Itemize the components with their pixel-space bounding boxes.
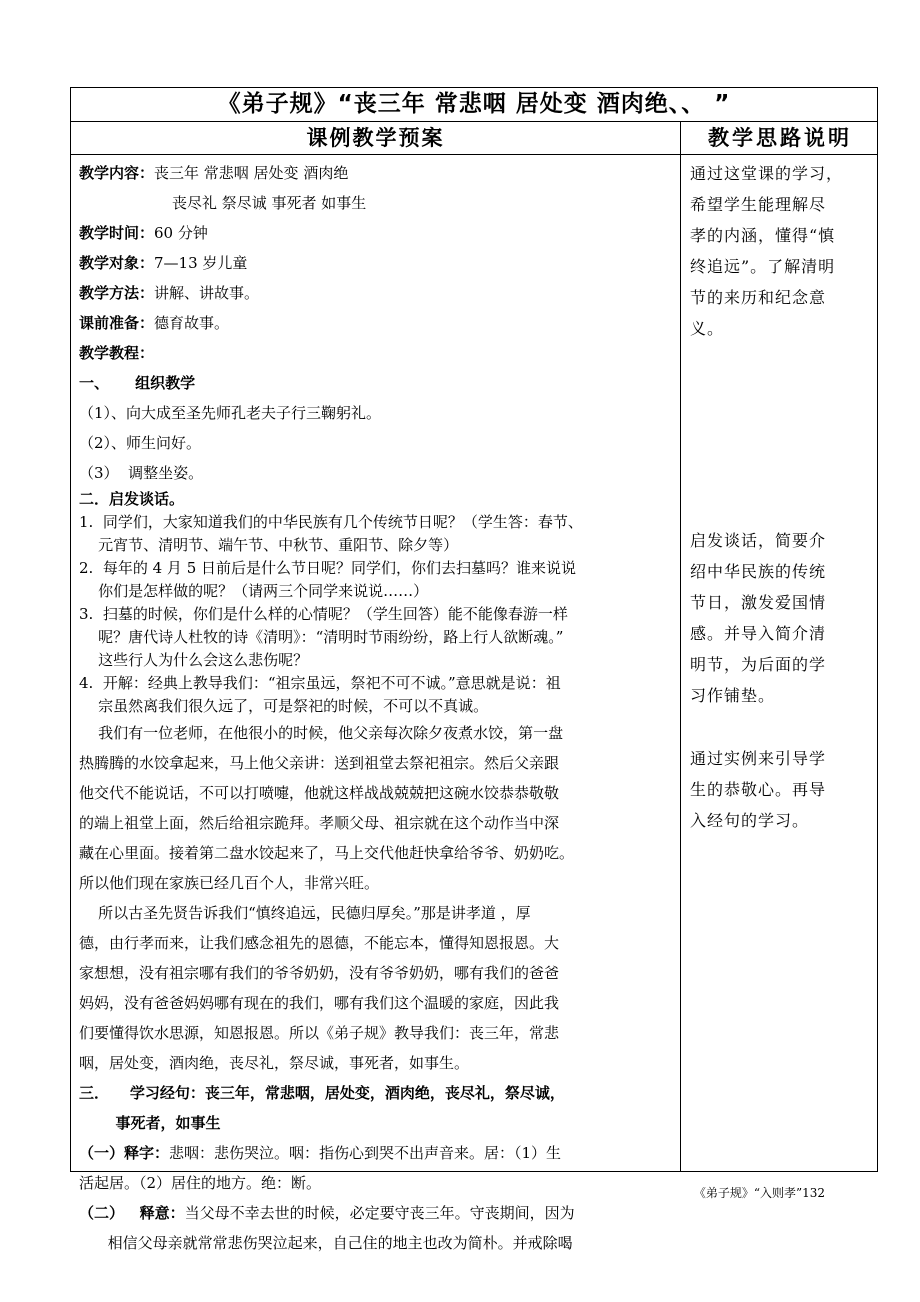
paragraph-line: 热腾腾的水饺拿起来，马上他父亲讲：送到祖堂去祭祀祖宗。然后父亲跟 bbox=[79, 754, 560, 772]
note-line: 绍中华民族的传统 bbox=[690, 562, 827, 581]
paragraph-line: 们要懂得饮水思源，知恩报恩。所以《弟子规》教导我们：丧三年，常悲 bbox=[79, 1024, 560, 1042]
field-value: 讲解、讲故事。 bbox=[154, 284, 260, 302]
section-heading: 一、 组织教学 bbox=[79, 374, 196, 392]
paragraph-line: 相信父母亲就常常悲伤哭泣起来，自己住的地主也改为简朴。并戒除喝 bbox=[79, 1234, 573, 1252]
column-header-notes: 教学思路说明 bbox=[708, 126, 852, 150]
list-item: （2）、师生问好。 bbox=[79, 434, 202, 452]
paragraph-line: 所以古圣先贤告诉我们“慎终追远，民德归厚矣。”那是讲孝道 ，厚 bbox=[79, 904, 531, 922]
note-line: 节日，激发爱国情 bbox=[690, 593, 827, 612]
notes-block-3 bbox=[690, 743, 872, 836]
column-divider bbox=[680, 121, 681, 1171]
note-line: 终追远”。了解清明 bbox=[690, 257, 836, 276]
field-value: 丧三年 常悲咽 居处变 酒肉绝 bbox=[154, 164, 349, 182]
paragraph-line: 所以他们现在家族已经几百个人，非常兴旺。 bbox=[79, 874, 380, 892]
note-line: 通过这堂课的学习， bbox=[690, 164, 844, 183]
note-line: 感。并导入简介清 bbox=[690, 624, 827, 643]
paragraph-line: 咽，居处变，酒肉绝，丧尽礼，祭尽诚，事死者，如事生。 bbox=[79, 1054, 470, 1072]
paragraph-line: 悲咽：悲伤哭泣。咽：指伤心到哭不出声音来。居：（1）生 bbox=[169, 1144, 562, 1162]
paragraph-line: 德，由行孝而来，让我们感念祖先的恩德，不能忘本，懂得知恩报恩。大 bbox=[79, 934, 560, 952]
paragraph-line: 元宵节、清明节、端午节、中秋节、重阳节、除夕等） bbox=[79, 536, 459, 554]
paragraph-line: 当父母不幸去世的时候，必定要守丧三年。守丧期间，因为 bbox=[184, 1204, 575, 1222]
paragraph-line: 这些行人为什么会这么悲伤呢？ bbox=[79, 651, 309, 669]
paragraph-line: 妈妈，没有爸爸妈妈哪有现在的我们，哪有我们这个温暖的家庭，因此我 bbox=[79, 994, 560, 1012]
note-line: 生的恭敬心。再导 bbox=[690, 780, 827, 799]
paragraph-line: 1. 同学们，大家知道我们的中华民族有几个传统节日呢？（学生答：春节、 bbox=[79, 513, 583, 531]
paragraph-line: 你们是怎样做的呢？（请两三个同学来说说……） bbox=[79, 582, 429, 600]
paragraph-line: 他交代不能说话，不可以打喷嚏，他就这样战战兢兢把这碗水饺恭恭敬敬 bbox=[79, 784, 560, 802]
paragraph-line: 家想想，没有祖宗哪有我们的爷爷奶奶，没有爷爷奶奶，哪有我们的爸爸 bbox=[79, 964, 560, 982]
note-line: 明节，为后面的学 bbox=[690, 655, 827, 674]
note-line: 通过实例来引导学 bbox=[690, 749, 827, 768]
paragraph-line: 3. 扫墓的时候，你们是什么样的心情呢？（学生回答）能不能像春游一样 bbox=[79, 605, 568, 623]
field-label: 教学时间： bbox=[79, 224, 155, 242]
paragraph-line: 2. 每年的 4 月 5 日前后是什么节日呢？同学们，你们去扫墓吗？谁来说说 bbox=[79, 559, 577, 577]
note-line: 希望学生能理解尽 bbox=[690, 195, 827, 214]
paragraph-line: 宗虽然离我们很久远了，可是祭祀的时候，不可以不真诚。 bbox=[79, 697, 489, 715]
list-item: （3） 调整坐姿。 bbox=[79, 464, 204, 482]
note-line: 义。 bbox=[690, 319, 725, 338]
field-label: 教学方法： bbox=[79, 284, 155, 302]
notes-block-2 bbox=[690, 525, 872, 711]
field-value: 丧尽礼 祭尽诚 事死者 如事生 bbox=[172, 194, 367, 212]
divider bbox=[71, 154, 877, 155]
field-label: （一）释字： bbox=[79, 1144, 170, 1162]
note-line: 入经句的学习。 bbox=[690, 811, 810, 830]
field-label: 教学教程： bbox=[79, 344, 155, 362]
notes-block-1 bbox=[690, 158, 872, 344]
paragraph-line: 4. 开解：经典上教导我们：“祖宗虽远，祭祀不可不诚。”意思就是说：祖 bbox=[79, 674, 561, 692]
field-label: （二） 释意： bbox=[79, 1204, 185, 1222]
paragraph-line: 我们有一位老师，在他很小的时候，他父亲每次除夕夜煮水饺，第一盘 bbox=[79, 724, 564, 742]
paragraph-line: 活起居。（2）居住的地方。绝：断。 bbox=[79, 1174, 322, 1192]
section-heading: 三． 学习经句：丧三年，常悲咽，居处变，酒肉绝，丧尽礼，祭尽诚， bbox=[79, 1084, 565, 1102]
paragraph-line: 藏在心里面。接着第二盘水饺起来了，马上交代他赶快拿给爷爷、奶奶吃。 bbox=[79, 844, 575, 862]
note-line: 节的来历和纪念意 bbox=[690, 288, 827, 307]
page-title: 《弟子规》“丧三年 常悲咽 居处变 酒肉绝、、 ” bbox=[217, 91, 731, 117]
field-value: 德育故事。 bbox=[154, 314, 230, 332]
field-label: 教学内容： bbox=[79, 164, 155, 182]
field-value: 7—13 岁儿童 bbox=[154, 254, 248, 272]
lesson-plan-column bbox=[79, 158, 677, 1258]
field-value: 60 分钟 bbox=[154, 224, 208, 242]
note-line: 孝的内涵，懂得“慎 bbox=[690, 226, 836, 245]
list-item: （1）、向大成至圣先师孔老夫子行三鞠躬礼。 bbox=[79, 404, 382, 422]
paragraph-line: 呢？唐代诗人杜牧的诗《清明》：“清明时节雨纷纷，路上行人欲断魂。” bbox=[79, 628, 564, 646]
column-header-plan: 课例教学预案 bbox=[306, 126, 445, 150]
section-heading: 二．启发谈话。 bbox=[79, 490, 185, 508]
paragraph-line: 的端上祖堂上面，然后给祖宗跪拜。孝顺父母、祖宗就在这个动作当中深 bbox=[79, 814, 560, 832]
note-line: 习作铺垫。 bbox=[690, 686, 776, 705]
page-footer: 《弟子规》“入则孝”132 bbox=[693, 1186, 825, 1200]
note-line: 启发谈话，简要介 bbox=[690, 531, 827, 550]
field-label: 教学对象： bbox=[79, 254, 155, 272]
field-label: 课前准备： bbox=[79, 314, 155, 332]
section-heading: 事死者，如事生 bbox=[79, 1114, 221, 1132]
